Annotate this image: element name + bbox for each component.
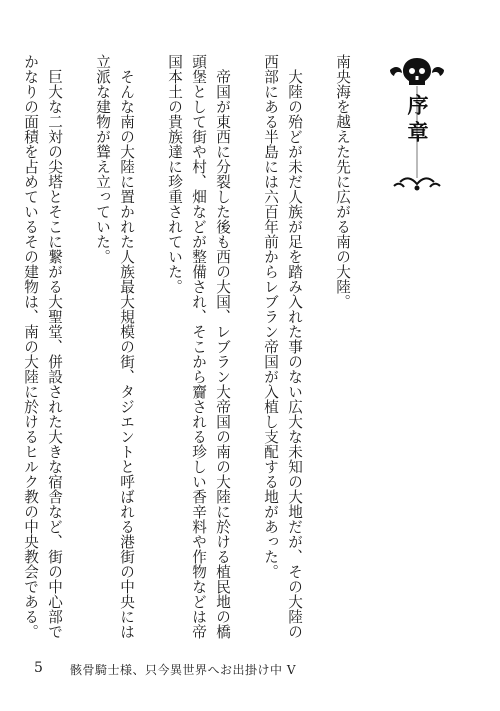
body-text bbox=[0, 54, 378, 644]
paragraph-4: そんな南の大陸に置かれた人族最大規模の街、タジエントと呼ばれる港街の中央には立派な建物が聳え立っていた。 bbox=[94, 54, 135, 639]
paragraph-2: 大陸の殆どが未だ人族が足を踏み入れた事のない広大な未知の大地だが、その大陸の西部にある半島には六百年前からレブラン帝国が入植し支配する地があった。 bbox=[262, 54, 303, 639]
running-title: 骸骨騎士様、只今異世界へお出掛け中 V bbox=[70, 663, 296, 677]
paragraph-5: 巨大な二対の尖塔とそこに繋がる大聖堂、併設された大きな宿舎など、街の中心部でかなりの面積を占めているその建物は、南の大陸に於けるヒルク教の中央教会である。 bbox=[22, 54, 63, 639]
chapter-heading bbox=[386, 54, 448, 194]
page-number: 5 bbox=[34, 660, 43, 676]
paragraph-3: 帝国が東西に分裂した後も西の大国、レブラン大帝国の南の大陸に於ける植民地の橋頭堡として街や村、畑などが整備され、そこから齎される珍しい香辛料や作物などは帝国本土の貴族達に珍重されていた。 bbox=[166, 54, 231, 639]
chapter-title: 序章 bbox=[405, 94, 430, 148]
paragraph-1: 南央海を越えた先に広がる南の大陸。 bbox=[334, 54, 351, 309]
